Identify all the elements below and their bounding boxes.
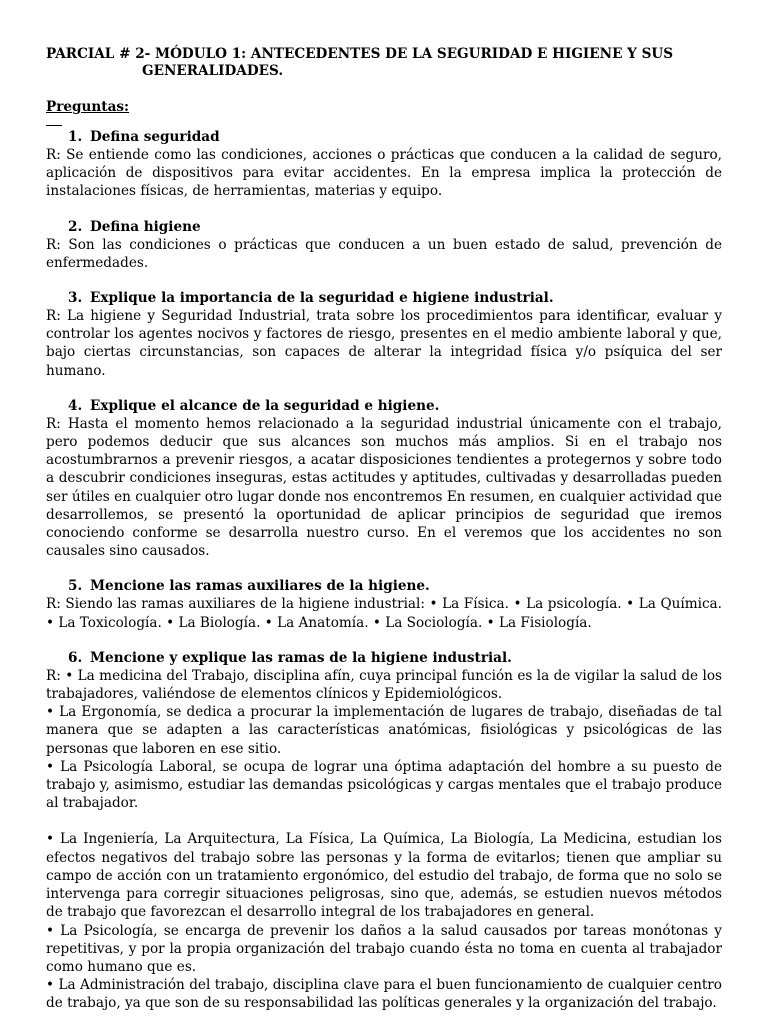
question-4 [46, 397, 722, 561]
question-5 [46, 577, 722, 631]
question-2 [46, 218, 722, 272]
question-text: Defina higiene [90, 218, 201, 235]
question-number: 4. [68, 397, 83, 414]
question-text: Mencione y explique las ramas de la higiene industrial. [90, 649, 512, 666]
answer [46, 307, 722, 380]
document-page [46, 46, 722, 1013]
question-3 [46, 289, 722, 380]
question-text: Explique el alcance de la seguridad e higiene. [90, 397, 440, 414]
question-heading [46, 218, 722, 236]
answer-paragraph: • La Ingeniería, La Arquitectura, La Física, La Química, La Biología, La Medicina, estudian los efectos negativos del trabajo sobre las personas y la forma de evitarlos; tienen que ampliar su campo de acción con un tratamiento ergonómico, del estudio del trabajo, de forma que no solo se intervenga para corregir situaciones peligrosas, sino que, además, se estudien nuevos métodos de trabajo que favorezcan el desarrollo integral de los trabajadores en general. [46, 831, 722, 921]
question-list [46, 128, 722, 1013]
answer [46, 415, 722, 561]
title-line-2: GENERALIDADES. [142, 63, 284, 79]
answer-paragraph: R: La higiene y Seguridad Industrial, trata sobre los procedimientos para identificar, evaluar y controlar los agentes nocivos y factores de riesgo, presentes en el medio ambiente laboral y que, bajo ciertas circunstancias, son capaces de alterar la integridad física y/o psíquica del ser humano. [46, 308, 722, 379]
question-text: Explique la importancia de la seguridad e higiene industrial. [90, 290, 554, 307]
question-number: 6. [68, 649, 83, 666]
answer-paragraph: R: Son las condiciones o prácticas que conducen a un buen estado de salud, prevención de enfermedades. [46, 236, 722, 271]
answer [46, 236, 722, 272]
answer-paragraph: R: Siendo las ramas auxiliares de la higiene industrial: • La Física. • La psicología. • La Química. • La Toxicología. • La Biología. • La Anatomía. • La Sociología. • La Fisiología. [46, 596, 722, 631]
question-number: 3. [68, 290, 83, 307]
answer-paragraph: • La Psicología, se encarga de prevenir los daños a la salud causados por tareas monótonas y repetitivas, y por la propia organización del trabajo cuando ésta no toma en cuenta al trabajador como humano que es. [46, 922, 722, 975]
underline-stub [46, 125, 62, 126]
answer [46, 146, 722, 201]
question-text: Defina seguridad [90, 129, 220, 145]
answer [46, 595, 722, 631]
answer-paragraph: R: Hasta el momento hemos relacionado a la seguridad industrial únicamente con el trabajo, pero podemos deducir que sus alcances son muchos más amplios. Si en el trabajo nos acostumbrarnos a prevenir riesgos, a acatar disposiciones tendientes a protegernos y sobre todo a descubrir condiciones inseguras, estas actitudes y aptitudes, cultivadas y desarrolladas pueden ser útiles en cualquier otro lugar donde nos encontremos En resumen, en cualquier actividad que desarrollemos, se presentó la oportunidad de aplicar principios de seguridad que iremos conociendo conforme se desarrolla nuestro curso. En el veremos que los accidentes no son causales sino causados. [46, 415, 722, 560]
question-6 [46, 649, 722, 1013]
answer-paragraph: R: • La medicina del Trabajo, disciplina afín, cuya principal función es la de vigilar la salud de los trabajadores, valiéndose de elementos clínicos y Epidemiológicos. [46, 667, 722, 703]
question-number: 1. [68, 129, 83, 145]
answer-paragraph: • La Ergonomía, se dedica a procurar la implementación de lugares de trabajo, diseñadas de tal manera que se adapten a las características anatómicas, fisiológicas y psicológicas de las personas que laboren en ese sitio. [46, 704, 722, 757]
answer-paragraph: R: Se entiende como las condiciones, acciones o prácticas que conducen a la calidad de seguro, aplicación de dispositivos para evitar accidentes. En la empresa implica la protección de instalaciones físicas, de herramientas, materias y equipo. [46, 147, 722, 200]
section-label: Preguntas: [46, 99, 130, 115]
question-number: 5. [68, 578, 83, 595]
question-heading [46, 289, 722, 307]
question-heading [46, 649, 722, 667]
answer [46, 667, 722, 1013]
answer-paragraph: • La Psicología Laboral, se ocupa de lograr una óptima adaptación del hombre a su puesto de trabajo y, asimismo, estudiar las demandas psicológicas y cargas mentales que el trabajo produce al trabajador. [46, 758, 722, 812]
question-heading [46, 397, 722, 415]
question-number: 2. [68, 218, 83, 235]
document-title [46, 46, 722, 80]
title-line-1: PARCIAL # 2- MÓDULO 1: ANTECEDENTES DE LA SEGURIDAD E HIGIENE Y SUS [46, 46, 674, 62]
question-text: Mencione las ramas auxiliares de la higiene. [90, 578, 430, 595]
question-1 [46, 128, 722, 201]
answer-paragraph: • La Administración del trabajo, disciplina clave para el buen funcionamiento de cualquier centro de trabajo, ya que son de su responsabilidad las políticas generales y la organización del trabajo. [46, 977, 722, 1012]
question-heading [46, 577, 722, 595]
question-heading [46, 128, 722, 146]
